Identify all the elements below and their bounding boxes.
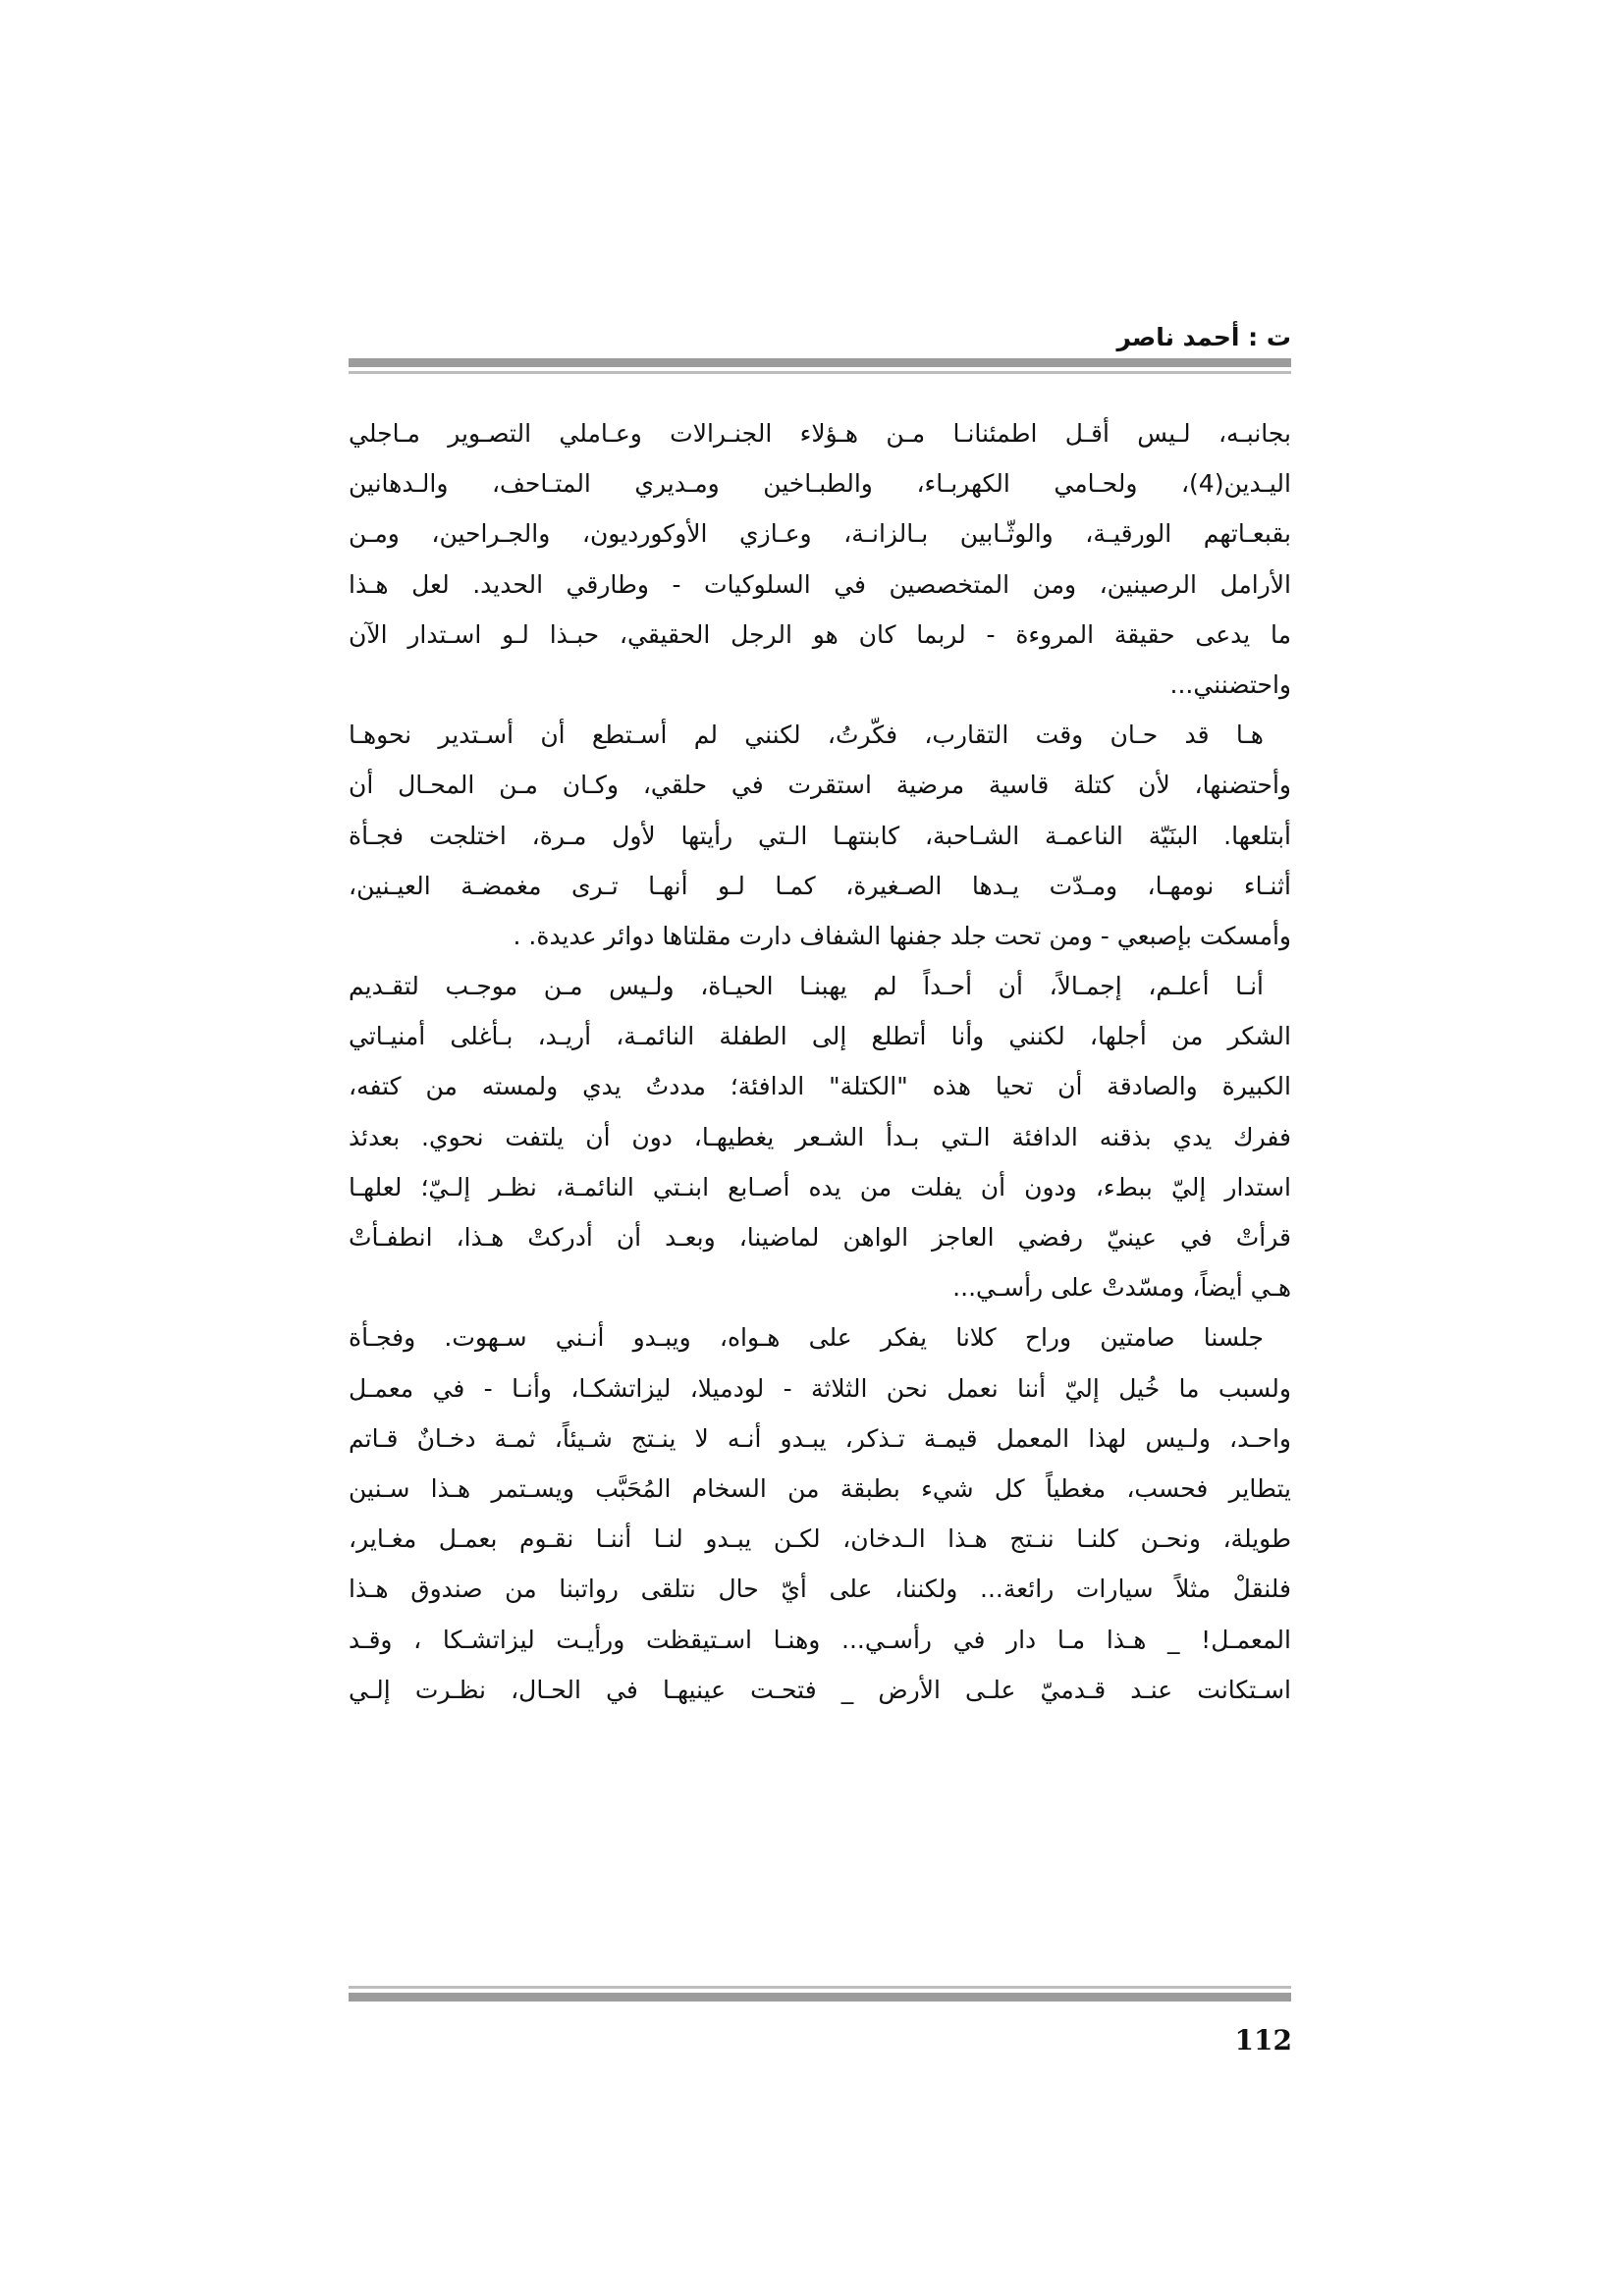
header-rule-thin bbox=[349, 371, 1291, 374]
text-line: فلنقلْ مثلاً سيارات رائعة... ولكننا، على أيّ حال نتلقى رواتبنا من صندوق هـذا bbox=[349, 1575, 1291, 1604]
paragraph-3 bbox=[349, 961, 1291, 1312]
text-line: واحتضنني... bbox=[1169, 669, 1291, 699]
paragraph-4 bbox=[349, 1312, 1291, 1715]
footer-rule-thick bbox=[349, 1993, 1291, 2002]
text-line: ما يدعى حقيقة المروءة - لربما كان هو الرجل الحقيقي، حبـذا لـو اسـتدار الآن bbox=[349, 619, 1291, 649]
page-number: 112 bbox=[1234, 2024, 1292, 2056]
text-line: ففرك يدي بذقنه الدافئة الـتي بـدأ الشـعر يغطيهـا، دون أن يلتفت نحوي. بعدئذ bbox=[349, 1122, 1291, 1151]
text-line: يتطاير فحسب، مغطياً كل شيء بطبقة من السخام المُحَبَّب ويسـتمر هـذا سـنين bbox=[349, 1473, 1291, 1503]
text-line: بجانبـه، لـيس أقـل اطمئنانـا مـن هـؤلاء الجنـرالات وعـاملي التصـوير مـاجلي bbox=[349, 419, 1291, 448]
text-line: المعمـل! _ هـذا مـا دار في رأسـي... وهنـا اسـتيقظت ورأيـت ليزاتشـكا ، وقـد bbox=[349, 1625, 1291, 1654]
header-rule-thick bbox=[349, 358, 1291, 367]
header-rule bbox=[349, 358, 1291, 374]
text-line: قرأتْ في عينيّ رفضي العاجز الواهن لماضينا، وبعـد أن أدركتْ هـذا، انطفـأتْ bbox=[349, 1223, 1291, 1252]
text-line: طويلة، ونحـن كلنـا ننـتج هـذا الـدخان، لكـن يبـدو لنـا أننـا نقـوم بعمـل مغـاير، bbox=[349, 1524, 1291, 1554]
text-line: هـي أيضاً، ومسّدتْ على رأسـي... bbox=[952, 1273, 1291, 1303]
page-header bbox=[349, 320, 1291, 359]
text-line: أثنـاء نومهـا، ومـدّت يـدها الصـغيرة، كمـا لـو أنهـا تـرى مغمضـة العيـنين، bbox=[349, 871, 1291, 900]
paragraph-2 bbox=[349, 710, 1291, 961]
running-header-title: ت : أحمد ناصر bbox=[1116, 323, 1291, 351]
text-line: واحـد، ولـيس لهذا المعمل قيمـة تـذكر، يبـدو أنـه لا ينـتج شـيئاً، ثمـة دخـانٌ قـاتم bbox=[349, 1423, 1291, 1453]
text-line: وأمسكت بإصبعي - ومن تحت جلد جفنها الشفاف دارت مقلتاها دوائر عديدة. . bbox=[513, 921, 1291, 950]
text-line: هـا قد حـان وقت التقارب، فكّرتُ، لكنني لم أسـتطع أن أسـتدير نحوهـا bbox=[349, 721, 1264, 750]
text-line: أنـا أعلـم، إجمـالاً، أن أحـداً لم يهبنـا الحيـاة، ولـيس مـن موجـب لتقـديم bbox=[349, 972, 1264, 1001]
text-line: بقبعـاتهم الورقيـة، والوثّـابين بـالزانـة، وعـازي الأوكورديون، والجـراحين، ومـن bbox=[349, 519, 1291, 549]
text-line: اليـدين(4)، ولحـامي الكهربـاء، والطبـاخين ومـديري المتـاحف، والـدهانين bbox=[349, 469, 1291, 499]
text-line: الكبيرة والصادقة أن تحيا هذه "الكتلة" الدافئة؛ مددتُ يدي ولمسته من كتفه، bbox=[349, 1072, 1291, 1101]
text-line: جلسنا صامتين وراح كلانا يفكر على هـواه، ويبـدو أنـني سـهوت. وفجـأة bbox=[349, 1323, 1264, 1353]
body-text bbox=[349, 408, 1291, 1715]
text-line: ولسبب ما خُيل إليّ أننا نعمل نحن الثلاثة - لودميلا، ليزاتشكـا، وأنـا - في معمـل bbox=[349, 1373, 1291, 1403]
paragraph-1 bbox=[349, 408, 1291, 710]
text-line: الشكر من أجلها، لكنني وأنا أتطلع إلى الطفلة النائمـة، أريـد، بـأغلى أمنيـاتي bbox=[349, 1022, 1291, 1051]
text-line: أبتلعها. البنَيّة الناعمـة الشـاحبة، كابنتهـا الـتي رأيتها لأول مـرة، اختلجت فجـأة bbox=[349, 821, 1291, 850]
footer-rule-thin bbox=[349, 1986, 1291, 1989]
text-line: اسـتكانت عنـد قـدميّ علـى الأرض _ فتحـت عينيهـا في الحـال، نظـرت إلـي bbox=[349, 1675, 1291, 1704]
text-line: استدار إليّ ببطء، ودون أن يفلت من يده أصـابع ابنـتي النائمـة، نظـر إلـيّ؛ لعلهـا bbox=[349, 1172, 1291, 1201]
footer-rule bbox=[349, 1986, 1291, 2002]
text-line: وأحتضنها، لأن كتلة قاسية مرضية استقرت في حلقي، وكـان مـن المحـال أن bbox=[349, 771, 1291, 800]
text-line: الأرامل الرصينين، ومن المتخصصين في السلوكيات - وطارقي الحديد. لعل هـذا bbox=[349, 569, 1291, 599]
